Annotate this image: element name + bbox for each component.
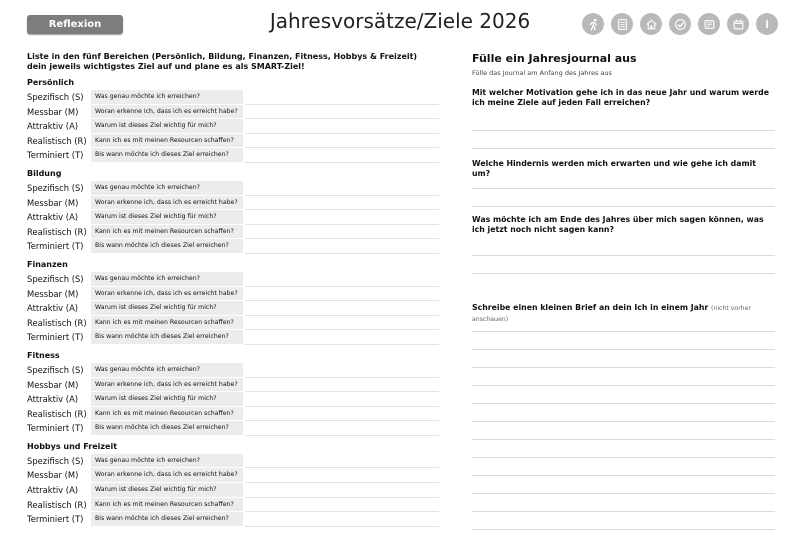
- goal-section: [27, 441, 439, 527]
- smart-row: [27, 512, 439, 527]
- smart-row: [27, 181, 439, 196]
- smart-hint: Was genau möchte ich erreichen?: [91, 181, 243, 196]
- smart-label: Messbar (M): [27, 197, 79, 208]
- smart-label: Realistisch (R): [27, 317, 87, 328]
- smart-hint: Bis wann möchte ich dieses Ziel erreichen?: [91, 330, 243, 345]
- smart-hint: Warum ist dieses Ziel wichtig für mich?: [91, 392, 243, 407]
- smart-label: Attraktiv (A): [27, 394, 79, 405]
- smart-hint: Woran erkenne ich, dass ich es erreicht habe?: [91, 105, 243, 120]
- answer-field[interactable]: [245, 196, 439, 211]
- journal-question: [472, 215, 775, 235]
- smart-row: [27, 210, 439, 225]
- letter-line[interactable]: [472, 529, 775, 530]
- answer-field[interactable]: [245, 287, 439, 302]
- section-title: Bildung: [27, 168, 62, 178]
- journal-question: [472, 159, 775, 179]
- smart-label: Messbar (M): [27, 288, 79, 299]
- smart-row: [27, 119, 439, 134]
- smart-label: Terminiert (T): [27, 241, 84, 252]
- goal-section: [27, 168, 439, 254]
- smart-row: [27, 239, 439, 254]
- answer-field[interactable]: [245, 105, 439, 120]
- smart-label: Terminiert (T): [27, 514, 84, 525]
- smart-row: [27, 378, 439, 393]
- answer-line[interactable]: [472, 206, 775, 207]
- smart-row: [27, 196, 439, 211]
- smart-label: Attraktiv (A): [27, 485, 79, 496]
- smart-hint: Bis wann möchte ich dieses Ziel erreichen?: [91, 512, 243, 527]
- smart-row: [27, 454, 439, 469]
- answer-field[interactable]: [245, 454, 439, 469]
- nav-icon-bar: [582, 13, 785, 35]
- smart-label: Attraktiv (A): [27, 212, 79, 223]
- answer-field[interactable]: [245, 181, 439, 196]
- checkmark-icon[interactable]: [669, 13, 691, 35]
- answer-field[interactable]: [245, 498, 439, 513]
- letter-line[interactable]: [472, 511, 775, 512]
- smart-hint: Kann ich es mit meinen Resourcen schaffen?: [91, 498, 243, 513]
- smart-label: Messbar (M): [27, 470, 79, 481]
- goal-section: [27, 259, 439, 345]
- smart-label: Messbar (M): [27, 106, 79, 117]
- smart-row: [27, 272, 439, 287]
- page-title: Jahresvorsätze/Ziele 2026: [269, 9, 531, 33]
- running-icon[interactable]: [582, 13, 604, 35]
- smart-row: [27, 90, 439, 105]
- question-text: Mit welcher Motivation gehe ich in das neue Jahr und warum werde ich meine Ziele auf jeden Fall erreichen?: [472, 88, 770, 107]
- answer-line[interactable]: [472, 188, 775, 189]
- smart-row: [27, 407, 439, 422]
- smart-hint: Was genau möchte ich erreichen?: [91, 90, 243, 105]
- house-icon[interactable]: [640, 13, 662, 35]
- smart-label: Spezifisch (S): [27, 364, 84, 375]
- smart-label: Spezifisch (S): [27, 273, 84, 284]
- smart-hint: Kann ich es mit meinen Resourcen schaffen?: [91, 134, 243, 149]
- smart-hint: Kann ich es mit meinen Resourcen schaffen?: [91, 407, 243, 422]
- answer-field[interactable]: [245, 301, 439, 316]
- smart-label: Terminiert (T): [27, 332, 84, 343]
- smart-row: [27, 468, 439, 483]
- smart-hint: Was genau möchte ich erreichen?: [91, 363, 243, 378]
- letter-line[interactable]: [472, 385, 775, 386]
- smart-row: [27, 330, 439, 345]
- book-icon[interactable]: [611, 13, 633, 35]
- smart-row: [27, 498, 439, 513]
- answer-field[interactable]: [245, 378, 439, 393]
- smart-label: Realistisch (R): [27, 135, 87, 146]
- smart-label: Spezifisch (S): [27, 455, 84, 466]
- smart-row: [27, 225, 439, 240]
- section-title: Fitness: [27, 350, 60, 360]
- smart-label: Realistisch (R): [27, 499, 87, 510]
- letter-line[interactable]: [472, 457, 775, 458]
- smart-label: Spezifisch (S): [27, 92, 84, 102]
- answer-field[interactable]: [245, 363, 439, 378]
- letter-line[interactable]: [472, 439, 775, 440]
- goal-section: [27, 77, 439, 163]
- info-icon[interactable]: i: [756, 13, 778, 35]
- smart-hint: Warum ist dieses Ziel wichtig für mich?: [91, 301, 243, 316]
- journal-title: Fülle ein Jahresjournal aus: [472, 52, 637, 65]
- notebook-icon[interactable]: [698, 13, 720, 35]
- letter-line[interactable]: [472, 493, 775, 494]
- smart-row: [27, 392, 439, 407]
- smart-hint: Kann ich es mit meinen Resourcen schaffen?: [91, 316, 243, 331]
- question-text: Was möchte ich am Ende des Jahres über mich sagen können, was ich jetzt noch nicht sagen kann?: [472, 215, 764, 234]
- answer-field[interactable]: [245, 239, 439, 254]
- calendar-icon[interactable]: [727, 13, 749, 35]
- section-title: Persönlich: [27, 78, 75, 87]
- section-title: Hobbys und Freizeit: [27, 441, 118, 451]
- smart-row: [27, 483, 439, 498]
- question-text: Welche Hindernis werden mich erwarten und wie gehe ich damit um?: [472, 159, 756, 178]
- answer-line[interactable]: [472, 273, 775, 274]
- answer-field[interactable]: [245, 210, 439, 225]
- smart-label: Messbar (M): [27, 379, 79, 390]
- smart-row: [27, 363, 439, 378]
- letter-line[interactable]: [472, 403, 775, 404]
- letter-line[interactable]: [472, 367, 775, 368]
- answer-field[interactable]: [245, 148, 439, 163]
- section-title: Finanzen: [27, 259, 68, 269]
- letter-line[interactable]: [472, 475, 775, 476]
- smart-hint: Woran erkenne ich, dass ich es erreicht habe?: [91, 378, 243, 393]
- smart-hint: Warum ist dieses Ziel wichtig für mich?: [91, 119, 243, 134]
- smart-hint: Warum ist dieses Ziel wichtig für mich?: [91, 210, 243, 225]
- answer-line[interactable]: [472, 130, 775, 131]
- smart-row: [27, 316, 439, 331]
- answer-field[interactable]: [245, 421, 439, 436]
- smart-hint: Kann ich es mit meinen Resourcen schaffen?: [91, 225, 243, 240]
- smart-hint: Bis wann möchte ich dieses Ziel erreichen?: [91, 421, 243, 436]
- answer-field[interactable]: [245, 225, 439, 240]
- intro-text: Liste in den fünf Bereichen (Persönlich, Bildung, Finanzen, Fitness, Hobbys & Freizeit) dein jeweils wichtigstes Ziel auf und plane es als SMART-Ziel!: [27, 52, 418, 71]
- answer-line[interactable]: [472, 148, 775, 149]
- smart-label: Terminiert (T): [27, 423, 84, 434]
- smart-row: [27, 287, 439, 302]
- answer-field[interactable]: [245, 468, 439, 483]
- answer-field[interactable]: [245, 119, 439, 134]
- smart-row: [27, 105, 439, 120]
- answer-field[interactable]: [245, 512, 439, 527]
- smart-hint: Was genau möchte ich erreichen?: [91, 272, 243, 287]
- question-note: (nicht vorher anschauen): [472, 305, 751, 323]
- journal-question: [472, 88, 775, 108]
- journal-panel: [472, 52, 775, 323]
- smart-goals-panel: [27, 52, 439, 532]
- journal-subtitle: Fülle das Journal am Anfang des Jahres aus: [472, 69, 612, 77]
- letter-line[interactable]: [472, 421, 775, 422]
- answer-field[interactable]: [245, 330, 439, 345]
- letter-line[interactable]: [472, 331, 775, 332]
- smart-hint: Bis wann möchte ich dieses Ziel erreichen?: [91, 148, 243, 163]
- answer-field[interactable]: [245, 134, 439, 149]
- reflexion-tab-button[interactable]: Reflexion: [27, 15, 123, 34]
- question-text: Schreibe einen kleinen Brief an dein Ich in einem Jahr: [472, 303, 709, 312]
- smart-row: [27, 421, 439, 436]
- answer-field[interactable]: [245, 407, 439, 422]
- smart-hint: Woran erkenne ich, dass ich es erreicht habe?: [91, 196, 243, 211]
- smart-label: Realistisch (R): [27, 226, 87, 237]
- smart-label: Terminiert (T): [27, 150, 84, 161]
- smart-label: Spezifisch (S): [27, 182, 84, 193]
- journal-question: [472, 303, 775, 325]
- answer-line[interactable]: [472, 255, 775, 256]
- smart-row: [27, 301, 439, 316]
- smart-hint: Woran erkenne ich, dass ich es erreicht habe?: [91, 468, 243, 483]
- smart-hint: Was genau möchte ich erreichen?: [91, 454, 243, 469]
- answer-field[interactable]: [245, 272, 439, 287]
- smart-hint: Warum ist dieses Ziel wichtig für mich?: [91, 483, 243, 498]
- answer-field[interactable]: [245, 392, 439, 407]
- answer-field[interactable]: [245, 316, 439, 331]
- smart-row: [27, 148, 439, 163]
- goal-section: [27, 350, 439, 436]
- smart-hint: Woran erkenne ich, dass ich es erreicht habe?: [91, 287, 243, 302]
- answer-field[interactable]: [245, 483, 439, 498]
- smart-label: Attraktiv (A): [27, 303, 79, 314]
- sections-container: [27, 77, 439, 527]
- smart-label: Realistisch (R): [27, 408, 87, 419]
- answer-field[interactable]: [245, 90, 439, 105]
- smart-hint: Bis wann möchte ich dieses Ziel erreichen?: [91, 239, 243, 254]
- letter-line[interactable]: [472, 349, 775, 350]
- smart-label: Attraktiv (A): [27, 121, 79, 132]
- smart-row: [27, 134, 439, 149]
